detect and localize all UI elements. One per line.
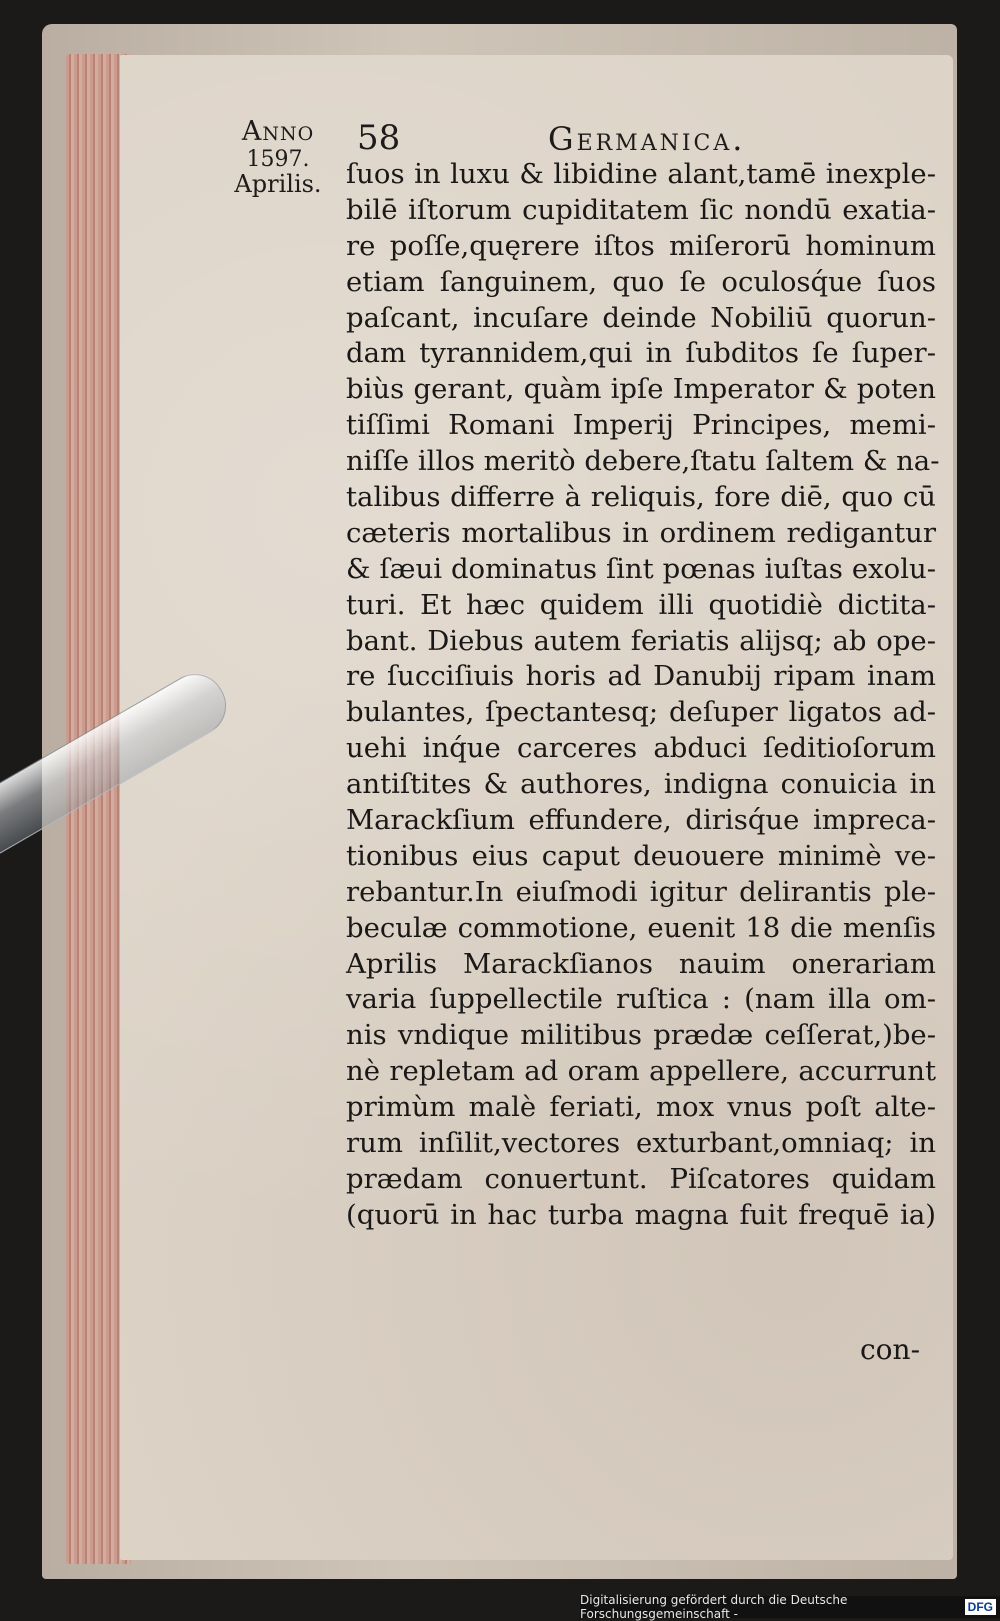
margin-note-month: Aprilis. <box>234 170 322 198</box>
text-line: rum inſilit,vectores exturbant,omniaq; in <box>346 1127 936 1160</box>
page-number: 58 <box>357 118 401 158</box>
text-line: uehi inq́ue carceres abduci ſeditioſorum <box>346 732 936 765</box>
text-line: bant. Diebus autem feriatis alijsq; ab ope- <box>346 624 936 657</box>
text-line: Aprilis Marackſianos nauim onerariam <box>346 947 936 980</box>
text-line: primùm malè feriati, mox vnus poſt alte- <box>346 1091 936 1124</box>
text-line: ſuos in luxu & libidine alant,tamē inexple- <box>346 158 936 190</box>
text-line: niſſe illos meritò debere,ſtatu ſaltem & na- <box>346 445 940 478</box>
text-line: rebantur.In eiuſmodi igitur delirantis ple- <box>346 875 936 908</box>
catchword: con- <box>860 1333 921 1366</box>
text-line: prædam conuertunt. Piſcatores quidam <box>346 1162 936 1195</box>
text-line: re ſucciſiuis horis ad Danubij ripam inam <box>346 660 936 693</box>
text-line: paſcant, incuſare deinde Nobiliū quorun- <box>346 301 936 334</box>
body-text <box>346 157 940 1234</box>
dfg-logo[interactable]: DFG <box>965 1599 996 1615</box>
text-line: beculæ commotione, euenit 18 die menſis <box>346 911 936 944</box>
text-line: varia ſuppellectile ruſtica : (nam illa om- <box>346 983 936 1016</box>
text-line: turi. Et hæc quidem illi quotidiè dictita- <box>346 588 936 621</box>
text-line: & ſæui dominatus ſint pœnas iuſtas exolu- <box>346 552 936 585</box>
footer-credit-text: Digitalisierung gefördert durch die Deutsche Forschungsgemeinschaft - <box>580 1593 848 1621</box>
text-line: Marackſium effundere, dirisq́ue impreca- <box>346 804 936 837</box>
text-line: (quorū in hac turba magna fuit frequē ia) <box>346 1198 936 1231</box>
text-line: etiam ſanguinem, quo ſe oculosq́ue ſuos <box>346 265 936 298</box>
text-line: bulantes, ſpectantesq; deſuper ligatos ad- <box>346 696 936 729</box>
text-line: bilē iſtorum cupiditatem ſic nondū exatia- <box>346 193 936 226</box>
text-line: biùs gerant, quàm ipſe Imperator & poten <box>346 373 936 406</box>
text-line: nè repletam ad oram appellere, accurrunt <box>346 1055 936 1088</box>
text-line: tiſſimi Romani Imperij Principes, memi- <box>346 409 936 442</box>
text-line: nis vndique militibus prædæ ceſſerat,)be- <box>346 1019 936 1052</box>
margin-note-year: 1597. <box>246 147 310 172</box>
text-line: tionibus eius caput deuouere minimè ve- <box>346 839 936 872</box>
text-line: antiſtites & authores, indigna conuicia in <box>346 768 936 801</box>
text-line: talibus differre à reliquis, fore diē, quo cū <box>346 481 936 514</box>
text-line: re poſſe,quęrere iſtos miſerorū hominum <box>346 229 936 262</box>
margin-note-year-label: Anno <box>241 116 315 147</box>
running-head: Germanica. <box>548 120 746 158</box>
footer-credit-bar <box>580 1593 1000 1621</box>
margin-note <box>218 115 338 197</box>
text-line: dam tyrannidem,qui in ſubditos ſe ſuper- <box>346 337 936 370</box>
text-line: cæteris mortalibus in ordinem redigantur <box>346 516 936 549</box>
